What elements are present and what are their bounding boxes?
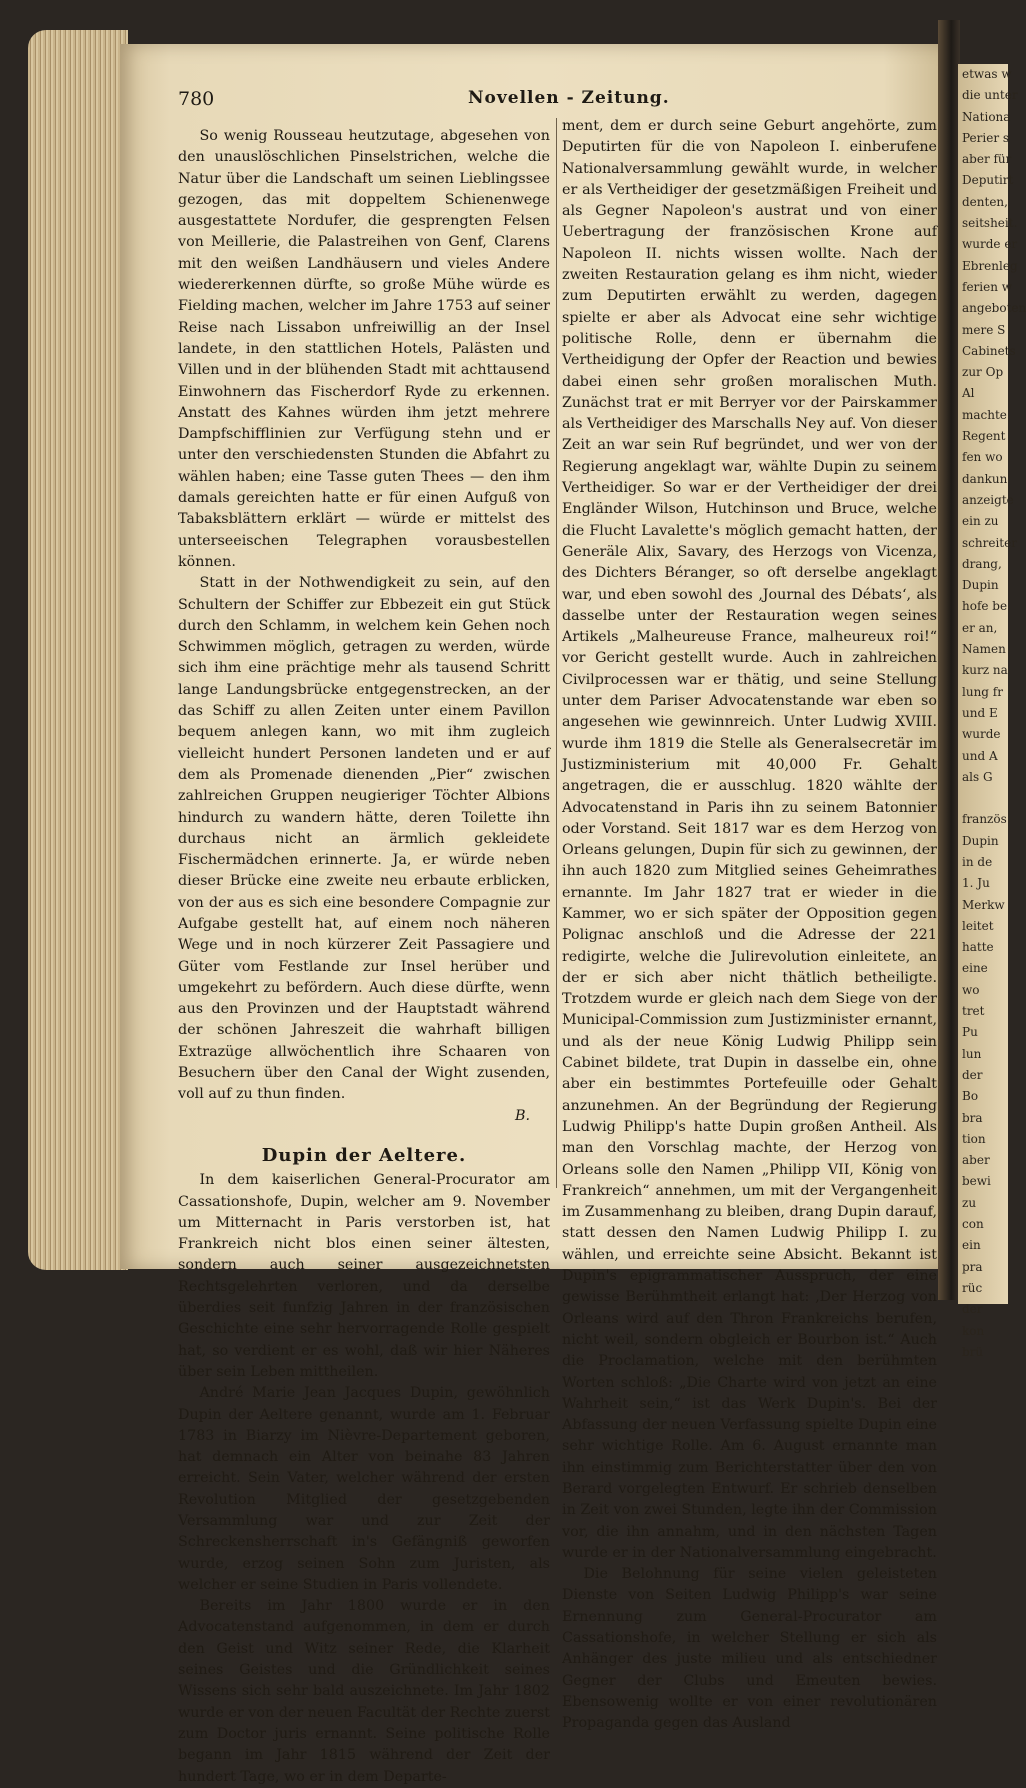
- next-page-fragment: tret: [962, 1004, 985, 1019]
- column-divider: [556, 118, 557, 1188]
- next-page-fragment: Dupin: [962, 578, 999, 593]
- next-page-fragment: Ebrenleg: [962, 258, 1018, 273]
- page-header: [178, 88, 933, 114]
- next-page-fragment: con: [962, 1217, 984, 1232]
- next-page-fragment: Perier s: [962, 130, 1010, 145]
- next-page-fragment: Cabinets: [962, 343, 1016, 358]
- next-page-fragment: die unter: [962, 88, 1018, 103]
- paragraph: So wenig Rousseau heutzutage, abgesehen von den unauslöschlichen Pinselstrichen, welche die Natur über die Landschaft um seinen Lieblingssee gezogen, das mit doppeltem Schienenwege ausgestattete Nordufer, die gesprengten Felsen von Meillerie, die Palastreihen von Genf, Clarens mit den weißen Landhäusern und vieles Andere wiedererkennen dürfte, so große Mühe würde es Fielding machen, welcher im Jahre 1753 auf seiner Reise nach Lissabon unfreiwillig an der Insel landete, in den stattlichen Hotels, Palästen und Villen und in der blühenden Stadt mit achttausend Einwohnern das Fischerdorf Ryde zu erkennen. Anstatt des Kahnes würden ihm jetzt mehrere Dampfschifflinien zur Verfügung stehn und er unter den verschiedensten Stunden die Abfahrt zu wählen haben; eine Tasse guten Thees — den ihm damals gereichten hatte er für einen Aufguß von Tabaksblättern erklärt — würde er mittelst des unterseeischen Telegraphen vorausbestellen können.: [178, 128, 550, 570]
- next-page-fragment: Regent: [962, 429, 1006, 444]
- next-page-fragment: ein zu: [962, 514, 999, 529]
- next-page-fragment: bra: [962, 1110, 983, 1125]
- next-page-fragment: leitet: [962, 918, 994, 933]
- next-page-fragment: Al: [962, 386, 975, 401]
- next-page-fragment: [958, 788, 1008, 809]
- next-page-fragment: kurz na: [962, 663, 1008, 678]
- next-page-fragment: dankun: [962, 471, 1008, 486]
- next-page-fragment: kon: [962, 1323, 985, 1338]
- next-page-fragment: aber: [962, 1153, 990, 1168]
- paragraph: André Marie Jean Jacques Dupin, gewöhnlich Dupin der Aeltere genannt, wurde am 1. Februar 1783 in Biarzy im Nièvre-Departement geboren, hat demnach ein Alter von beinahe 83 Jahren erreicht. Sein Vater, welcher während der ersten Revolution Mitglied der gesetzgebenden Versammlung war und zur Zeit der Schreckensherrschaft in's Gefängniß geworfen wurde, erzog seinen Sohn zum Juristen, als welcher er seine Studien in Paris vollendete.: [178, 1385, 550, 1593]
- next-page-fragment: in de: [962, 854, 993, 869]
- next-page-fragment: etwas w: [962, 67, 1012, 81]
- next-page-fragment: brü: [962, 1344, 984, 1359]
- running-title: Novellen - Zeitung.: [468, 88, 670, 108]
- next-page-fragment: ferien w: [962, 279, 1013, 294]
- right-column: [562, 116, 937, 1735]
- next-page-fragment: fen wo: [962, 450, 1003, 465]
- paragraph: Die Belohnung für seine vielen geleisteten Dienste von Seiten Ludwig Philipp's war seine Ernennung zum General-Procurator am Cassationshofe, in welcher Stellung er sich als Anhänger des juste milieu und als entschiedner Gegner der Clubs und Emeuten bewies. Ebensowenig wollte er von einer revolutionären Propaganda gegen das Ausland: [562, 1566, 937, 1732]
- book-gutter: [938, 20, 960, 1300]
- next-page-fragment: und A: [962, 748, 998, 763]
- next-page-fragment: machte: [962, 407, 1007, 422]
- next-page-fragment: seitsheit.: [962, 216, 1018, 231]
- next-page-fragment: wo: [962, 982, 980, 997]
- paragraph: In dem kaiserlichen General-Procurator am Cassationshofe, Dupin, welcher am 9. November um Mitternacht in Paris verstorben ist, hat Frankreich nicht blos einen seiner ältesten, sondern auch seiner ausgezeichnetsten Rechtsgelehrten verloren, und da derselbe überdies seit funfzig Jahren in der französischen Geschichte eine sehr hervorragende Rolle gespielt hat, so verdient er es wohl, daß wir hier Näheres über sein Leben mittheilen.: [178, 1172, 550, 1380]
- next-page-fragment: als G: [962, 769, 993, 784]
- left-column: [178, 126, 550, 1788]
- next-page-edge: [958, 64, 1026, 1359]
- next-page-fragment: denten,: [962, 194, 1008, 209]
- next-page-fragment: hatte: [962, 940, 994, 955]
- next-page-fragment: mere S: [962, 322, 1006, 337]
- next-page-fragment: zu: [962, 1195, 977, 1210]
- next-page-fragment: ein: [962, 1238, 981, 1253]
- next-page-fragment: er an,: [962, 620, 998, 635]
- next-page-fragment: der: [962, 1302, 983, 1317]
- next-page-fragment: angeboten: [962, 301, 1026, 316]
- next-page-fragment: bewi: [962, 1174, 991, 1189]
- page-number: 780: [178, 88, 215, 110]
- next-page-fragment: lun: [962, 1046, 982, 1061]
- next-page-fragment: hofe be: [962, 599, 1008, 614]
- paragraph: ment, dem er durch seine Geburt angehörte, zum Deputirten für die von Napoleon I. einberufene Nationalversammlung gewählt wurde, in welcher er als Vertheidiger der gesetzmäßigen Freiheit und als Gegner Napoleon's austrat und von einer Uebertragung der französischen Krone auf Napoleon II. nichts wissen wollte. Nach der zweiten Restauration gelang es ihm nicht, wieder zum Deputirten erwählt zu werden, dagegen spielte er aber als Advocat eine sehr wichtige politische Rolle, denn er übernahm die Vertheidigung der Opfer der Reaction und bewies dabei einen sehr großen moralischen Muth. Zunächst trat er mit Berryer vor der Pairskammer als Vertheidiger des Marschalls Ney auf. Von dieser Zeit an war sein Ruf begründet, und wer von der Regierung angeklagt war, wählte Dupin zu seinem Vertheidiger. So war er der Vertheidiger der drei Engländer Wilson, Hutchinson und Bruce, welche die Flucht Lavalette's möglich gemacht hatten, der Generäle Alix, Savary, des Herzogs von Vicenza, des Dichters Béranger, so oft derselbe angeklagt war, und eben sowohl des ‚Journal des Débats‘, als dasselbe unter der Restauration wegen seines Artikels „Malheureuse France, malheureux roi!“ vor Gericht gestellt wurde. Auch in zahlreichen Civilprocessen war er thätig, und seine Stellung unter dem Pariser Advocatenstande war eben so angesehen wie gewinnreich. Unter Ludwig XVIII. wurde ihm 1819 die Stelle als Generalsecretär im Justizministerium mit 40,000 Fr. Gehalt angetragen, die er ausschlug. 1820 wählte der Advocatenstand in Paris ihn zu seinem Batonnier oder Vorstand. Seit 1817 war es dem Herzog von Orleans gelungen, Dupin für sich zu gewinnen, der ihn auch 1820 zum Mitglied seines Geheimrathes ernannte. Im Jahr 1827 trat er wieder in die Kammer, wo er sich später der Opposition gegen Polignac anschloß und die Adresse der 221 redigirte, welche die Julirevolution einleitete, an der er sich aber nicht thätlich betheiligte. Trotzdem wurde er gleich nach dem Siege von der Municipal-Commission zum Justizminister ernannt, und als der neue König Ludwig Philipp sein Cabinet bildete, trat Dupin in dasselbe ein, ohne aber ein bestimmtes Portefeuille oder Gehalt anzunehmen. An der Begründung der Regierung Ludwig Philipp's hatte Dupin großen Antheil. Als man den Vorschlag machte, der Herzog von Orleans solle den Namen „Philipp VII, König von Frankreich“ annehmen, um mit der Vergangenheit im Zusammenhang zu bleiben, drang Dupin darauf, statt dessen den Namen Ludwig Philipp I. zu wählen, und erreichte seine Absicht. Bekannt ist Dupin's epigrammatischer Ausspruch, der eine gewisse Berühmtheit erlangt hat: ‚Der Herzog von Orleans wird auf den Thron Frankreichs berufen, nicht weil, sondern obgleich er Bourbon ist.“ Auch die Proclamation, welche mit den berühmten Worten schloß: „Die Charte wird von jetzt an eine Wahrheit sein,“ ist das Werk Dupin's. Bei der Abfassung der neuen Verfassung spielte Dupin eine sehr wichtige Rolle. Am 6. August ernannte man ihn einstimmig zum Berichterstatter über den von Berard vorgelegten Entwurf. Er schrieb denselben in Zeit von zwei Stunden, legte ihn der Commission vor, die ihn annahm, und in den nächsten Tagen wurde er in der Nationalversammlung eingebracht.: [562, 118, 937, 1561]
- next-page-fragment: aber für: [962, 152, 1012, 167]
- next-page-fragment: wurde: [962, 727, 1001, 742]
- next-page-fragment: rüc: [962, 1280, 983, 1295]
- next-page-fragment: zur Op: [962, 365, 1004, 380]
- next-page-fragment: Nationa: [962, 109, 1011, 124]
- next-page-fragment: 1. Ju: [962, 876, 990, 891]
- next-page-fragment: Dupin: [962, 833, 999, 848]
- next-page-fragment: Bo: [962, 1089, 979, 1104]
- next-page-fragment: und E: [962, 705, 998, 720]
- author-signature: B.: [514, 1107, 530, 1124]
- next-page-fragment: schreiter: [962, 535, 1017, 550]
- page-edges: [28, 30, 128, 1270]
- next-page-fragment: anzeigte: [962, 492, 1014, 507]
- next-page-fragment: eine: [962, 961, 988, 976]
- next-page-fragment: französ: [962, 812, 1007, 827]
- next-page-fragment: pra: [962, 1259, 983, 1274]
- next-page-fragment: lung fr: [962, 684, 1003, 699]
- next-page-fragment: der: [962, 1067, 983, 1082]
- next-page-fragment: drang,: [962, 556, 1002, 571]
- paragraph: Bereits im Jahr 1800 wurde er in den Advocatenstand aufgenommen, in dem er durch den Geist und Witz seiner Rede, die Klarheit seines Geistes und die Gründlichkeit seines Wissens sich sehr bald auszeichnete. Im Jahr 1802 wurde er von der neuen Facultät der Rechte zuerst zum Doctor juris ernannt. Seine politische Rolle begann im Jahr 1815 während der Zeit der hundert Tage, wo er in dem Departe-: [178, 1598, 550, 1785]
- next-page-fragment: Deputirt: [962, 173, 1014, 188]
- next-page-fragment: Pu: [962, 1025, 978, 1040]
- article-title: Dupin der Aeltere.: [261, 1144, 467, 1166]
- next-page-fragment: wurde er: [962, 237, 1018, 252]
- next-page-fragment: Namen: [962, 642, 1006, 657]
- next-page-fragment: tion: [962, 1131, 986, 1146]
- next-page-fragment: Merkw: [962, 897, 1005, 912]
- paragraph: Statt in der Nothwendigkeit zu sein, auf den Schultern der Schiffer zur Ebbezeit ein gut Stück durch den Schlamm, in welchem kein Gehen noch Schwimmen möglich, getragen zu werden, würde sich ihm eine prächtige mehr als tausend Schritt lange Landungsbrücke entgegenstrecken, an der das Schiff zu allen Zeiten unter einem Pavillon bequem anlegen kann, wo mit ihm zugleich vielleicht hundert Personen landeten und er auf dem als Promenade dienenden „Pier“ zwischen zahlreichen Gruppen neugieriger Töchter Albions hindurch zu wandern hätte, deren Toilette ihn durchaus nicht an ärmlich gekleidete Fischermädchen erinnerte. Ja, er würde neben dieser Brücke eine zweite neu erbaute erblicken, von der aus es sich eine besondere Compagnie zur Aufgabe gestellt hat, auf einem noch näheren Wege und in noch kürzerer Zeit Passagiere und Güter vom Festlande zur Insel herüber und umgekehrt zu befördern. Auch diese dürfte, wenn aus den Provinzen und der Hauptstadt während der schönen Jahreszeit die wahrhaft billigen Extrazüge allwöchentlich ihre Schaaren von Besuchern über den Canal der Wight zusenden, voll auf zu thun finden.: [178, 575, 550, 1103]
